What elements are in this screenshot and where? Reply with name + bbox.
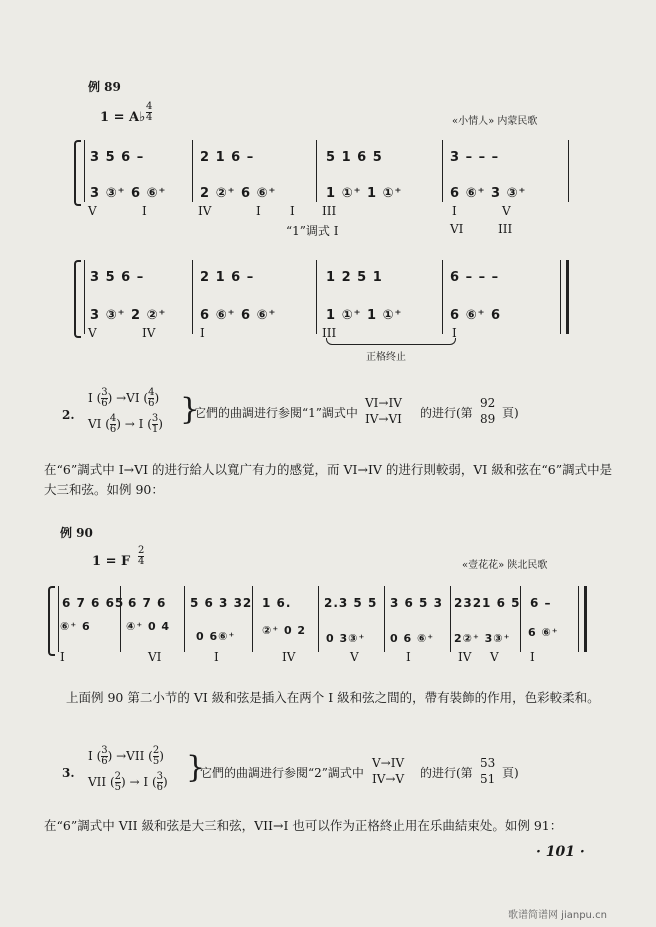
item-3-text: 它們的曲調进行参閱“2”調式中 xyxy=(200,766,364,780)
page-ref-top: 53 xyxy=(480,756,496,770)
melody-measure: 2321 6 5 xyxy=(454,596,521,610)
paragraph: 在“6”調式中 I→VI 的进行給人以寬广有力的感覚，而 VI→IV 的进行則較弱，VI 級和弦在“6”調式中是大三和弦。如例 90： xyxy=(44,462,613,497)
chord-roman: VI xyxy=(450,222,464,236)
page-ref-end: 頁) xyxy=(502,766,519,780)
chord-roman: I xyxy=(406,650,411,664)
barline xyxy=(450,586,451,652)
page-ref-bottom: 51 xyxy=(480,772,496,786)
barline xyxy=(84,260,85,334)
chord-roman: IV xyxy=(198,204,212,218)
harmony-measure: 6 ⑥⁺ xyxy=(528,626,559,639)
page-number: · 101 · xyxy=(536,844,585,860)
harmony-measure: 6 ⑥⁺ 3 ③⁺ xyxy=(450,186,527,201)
item-number: 2. xyxy=(62,408,75,422)
melody-measure: 5 6 3 32 xyxy=(190,596,253,610)
barline xyxy=(192,140,193,202)
barline xyxy=(58,586,59,652)
formula-line: VI ( $\frac{4}{6}$ ) → I ( $\frac{3}{1}$ ) xyxy=(88,413,163,435)
barline xyxy=(568,140,569,202)
harmony-measure: ⑥⁺ 6 xyxy=(60,620,91,633)
cadence-bracket xyxy=(326,338,456,345)
brace: } xyxy=(186,750,206,785)
progression-top: V→IV xyxy=(372,756,405,770)
barline xyxy=(316,140,317,202)
example-89-source: «小情人» 内蒙民歌 xyxy=(452,116,538,127)
harmony-measure: 3 ③⁺ 6 ⑥⁺ xyxy=(90,186,167,201)
formula-line: I ( $\frac{3}{6}$ ) →VII ( $\frac{2}{5}$ ) xyxy=(88,745,164,767)
melody-measure: 3 6 5 3 xyxy=(390,596,443,610)
chord-roman: IV xyxy=(142,326,156,340)
barline xyxy=(84,140,85,202)
barline xyxy=(384,586,385,652)
formula-line: I ( $\frac{3}{6}$ ) →VI ( $\frac{4}{6}$ ) xyxy=(88,387,160,409)
melody-measure: 2.3 5 5 xyxy=(324,596,378,610)
progression-bottom: IV→VI xyxy=(365,412,402,426)
melody-measure: 2 1 6 – xyxy=(200,150,255,165)
chord-roman: I xyxy=(142,204,147,218)
harmony-measure: ②⁺ 0 2 xyxy=(262,624,307,637)
chord-roman: IV xyxy=(282,650,296,664)
example-90-source: «壹花花» 陕北民歌 xyxy=(462,560,548,571)
harmony-measure: 2②⁺ 3③⁺ xyxy=(454,632,511,645)
melody-measure: 2 1 6 – xyxy=(200,270,255,285)
paragraph: 上面例 90 第二小节的 VI 級和弦是插入在两个 I 級和弦之間的，帶有裝飾的作用，色彩較柔和。 xyxy=(66,690,600,705)
example-90-time-signature: $\frac{2}{4}$ xyxy=(138,545,145,567)
chord-roman: I xyxy=(452,326,457,340)
melody-measure: 3 5 6 – xyxy=(90,270,145,285)
chord-roman: V xyxy=(502,204,511,218)
paragraph: 在“6”調式中 VII 級和弦是大三和弦，VII→I 也可以作为正格終止用在乐曲結束处。如例 91： xyxy=(44,818,563,833)
example-90-key: 1 = F xyxy=(92,554,131,569)
chord-roman: V xyxy=(490,650,499,664)
chord-roman: III xyxy=(498,222,513,236)
chord-roman: IV xyxy=(458,650,472,664)
melody-measure: 3 – – – xyxy=(450,150,500,165)
watermark: 歌谱简谱网 jianpu.cn xyxy=(508,910,607,921)
chord-roman: I xyxy=(530,650,535,664)
harmony-measure: 2 ②⁺ 6 ⑥⁺ xyxy=(200,186,277,201)
final-barline xyxy=(560,260,561,334)
chord-roman: V xyxy=(88,326,97,340)
chord-roman: I xyxy=(452,204,457,218)
cadence-label: 正格终止 xyxy=(366,352,406,363)
chord-roman: I xyxy=(214,650,219,664)
melody-measure: 6 7 6 65 xyxy=(62,596,125,610)
barline xyxy=(442,140,443,202)
melody-measure: 5 1 6 5 xyxy=(326,150,383,165)
system-brace xyxy=(48,586,55,656)
harmony-measure: 0 6 ⑥⁺ xyxy=(390,632,435,645)
barline xyxy=(318,586,319,652)
progression-bottom: IV→V xyxy=(372,772,405,786)
page-ref-text: 的进行(第 xyxy=(420,406,473,420)
barline xyxy=(442,260,443,334)
page-ref-bottom: 89 xyxy=(480,412,496,426)
melody-measure: 1 2 5 1 xyxy=(326,270,383,285)
melody-measure: 6 – – – xyxy=(450,270,500,285)
final-barline xyxy=(578,586,579,652)
example-89-label: 例 89 xyxy=(88,80,121,94)
chord-roman: I xyxy=(60,650,65,664)
final-barline-thick xyxy=(584,586,587,652)
harmony-measure: 6 ⑥⁺ 6 xyxy=(450,308,502,323)
chord-roman: I xyxy=(200,326,205,340)
page-ref-top: 92 xyxy=(480,396,496,410)
melody-measure: 6 7 6 xyxy=(128,596,167,610)
chord-roman: V xyxy=(88,204,97,218)
harmony-measure: 6 ⑥⁺ 6 ⑥⁺ xyxy=(200,308,277,323)
melody-measure: 6 – xyxy=(530,596,552,610)
harmony-measure: 3 ③⁺ 2 ②⁺ xyxy=(90,308,167,323)
example-90-label: 例 90 xyxy=(60,526,93,540)
harmony-measure: 0 6⑥⁺ xyxy=(196,630,236,643)
harmony-measure: ④⁺ 0 4 xyxy=(126,620,171,633)
harmony-measure: 1 ①⁺ 1 ①⁺ xyxy=(326,308,403,323)
barline xyxy=(184,586,185,652)
chord-roman: VI xyxy=(148,650,162,664)
melody-measure: 1 6. xyxy=(262,596,292,610)
example-89-time-signature: $\frac{4}{4}$ xyxy=(146,101,153,123)
harmony-measure: 1 ①⁺ 1 ①⁺ xyxy=(326,186,403,201)
page-ref-end: 頁) xyxy=(502,406,519,420)
chord-roman: I xyxy=(256,204,261,218)
mode-label: “1”调式 I xyxy=(286,224,339,238)
system-brace xyxy=(74,260,81,338)
progression-top: VI→IV xyxy=(365,396,402,410)
system-brace xyxy=(74,140,81,206)
barline xyxy=(192,260,193,334)
example-89-key: 1 = A♭ xyxy=(100,110,146,125)
harmony-measure: 0 3③⁺ xyxy=(326,632,366,645)
formula-line: VII ( $\frac{2}{5}$ ) → I ( $\frac{3}{6}$ ) xyxy=(88,771,168,793)
final-barline-thick xyxy=(566,260,569,334)
chord-roman: V xyxy=(350,650,359,664)
melody-measure: 3 5 6 – xyxy=(90,150,145,165)
brace: } xyxy=(180,392,200,427)
page-ref-text: 的进行(第 xyxy=(420,766,473,780)
barline xyxy=(316,260,317,334)
item-number: 3. xyxy=(62,766,75,780)
chord-roman: III xyxy=(322,326,337,340)
item-2-text: 它們的曲調进行参閱“1”調式中 xyxy=(194,406,358,420)
chord-roman: I xyxy=(290,204,295,218)
chord-roman: III xyxy=(322,204,337,218)
